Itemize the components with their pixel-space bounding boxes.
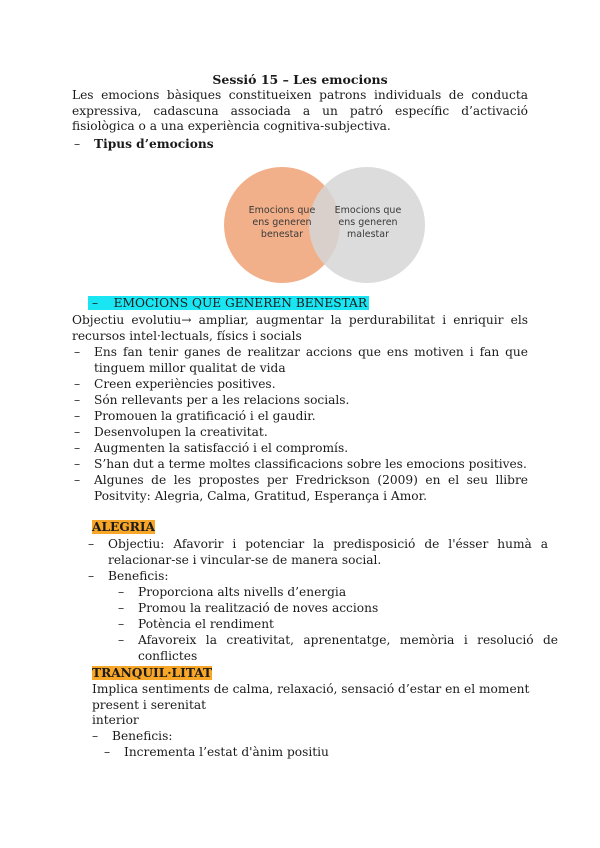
- list-item-text: Proporciona alts nivells d’energia: [138, 585, 347, 599]
- tranquilitat-heading: [92, 666, 212, 681]
- dash-marker: –: [74, 473, 81, 487]
- list-item-text: Afavoreix la creativitat, aprenentatge, memòria i resolució de conflictes: [138, 633, 558, 663]
- alegria-title: ALEGRIA: [92, 520, 156, 534]
- venn-right-line-3: malestar: [347, 229, 389, 240]
- list-item-text: Ens fan tenir ganes de realitzar accions que ens motiven i fan que tinguem millor qualitat de vida: [94, 345, 528, 375]
- list-item-text: Augmenten la satisfacció i el compromís.: [94, 441, 349, 455]
- dash-marker: –: [74, 457, 81, 471]
- dash-marker: –: [74, 377, 81, 391]
- dash-marker: –: [74, 393, 81, 407]
- tranquilitat-description: Implica sentiments de calma, relaxació, sensació d’estar en el moment present i serenitat: [92, 682, 530, 712]
- list-item-text: Potència el rendiment: [138, 617, 274, 631]
- list-item-text: Algunes de les propostes per Fredrickson (2009) en el seu llibre Positvity: Alegria, Calma, Gratitud, Esperança i Amor.: [94, 473, 528, 503]
- section-benestar-title: EMOCIONS QUE GENEREN BENESTAR: [113, 296, 368, 310]
- tranquilitat-benefit-text: Incrementa l’estat d'ànim positiu: [124, 745, 329, 759]
- dash-marker: –: [74, 345, 81, 359]
- venn-left-line-3: benestar: [260, 229, 304, 240]
- dash-marker: –: [118, 617, 125, 631]
- venn-right-line-2: ens generen: [338, 217, 398, 228]
- dash-marker: –: [74, 137, 81, 151]
- list-item-text: Desenvolupen la creativitat.: [94, 425, 268, 439]
- dash-marker: –: [118, 601, 125, 615]
- tranquilitat-benefits-label: Beneficis:: [112, 729, 173, 743]
- list-item-text: Creen experiències positives.: [94, 377, 276, 391]
- types-heading: Tipus d’emocions: [94, 137, 214, 151]
- venn-diagram: [218, 166, 434, 286]
- tranquilitat-description-cont: interior: [92, 713, 139, 727]
- venn-left-line-1: Emocions que: [248, 205, 316, 216]
- dash-marker: –: [74, 441, 81, 455]
- venn-right-line-1: Emocions que: [334, 205, 402, 216]
- benestar-objective: Objectiu evolutiu→ ampliar, augmentar la perdurabilitat i enriquir els recursos intel·lectuals, físics i socials: [72, 313, 528, 343]
- dash-marker: –: [88, 569, 95, 583]
- section-benestar-heading: [88, 296, 369, 311]
- alegria-objective: Objectiu: Afavorir i potenciar la predisposició de l'ésser humà a relacionar-se i vincular-se de manera social.: [108, 537, 548, 567]
- dash-marker: –: [92, 729, 99, 743]
- list-item-text: Promou la realització de noves accions: [138, 601, 379, 615]
- page-title: Sessió 15 – Les emocions: [212, 72, 388, 87]
- list-item-text: S’han dut a terme moltes classificacions sobre les emocions positives.: [94, 457, 527, 471]
- tranquilitat-title: TRANQUIL·LITAT: [92, 666, 213, 680]
- list-item-text: Promouen la gratificació i el gaudir.: [94, 409, 316, 423]
- venn-left-line-2: ens generen: [252, 217, 312, 228]
- dash-marker: –: [74, 409, 81, 423]
- dash-marker: –: [118, 633, 125, 647]
- list-item-text: Són rellevants per a les relacions socials.: [94, 393, 350, 407]
- dash-marker: –: [104, 745, 111, 759]
- dash-marker: –: [118, 585, 125, 599]
- intro-paragraph: Les emocions bàsiques constitueixen patrons individuals de conducta expressiva, cadascuna associada a un patró específic d’activació fisiològica o a una experiència cognitiva-subjectiva.: [72, 88, 528, 133]
- dash-marker: –: [88, 537, 95, 551]
- dash-marker: –: [74, 425, 81, 439]
- dash-marker: –: [92, 296, 99, 310]
- alegria-heading: [92, 520, 155, 535]
- alegria-benefits-label: Beneficis:: [108, 569, 169, 583]
